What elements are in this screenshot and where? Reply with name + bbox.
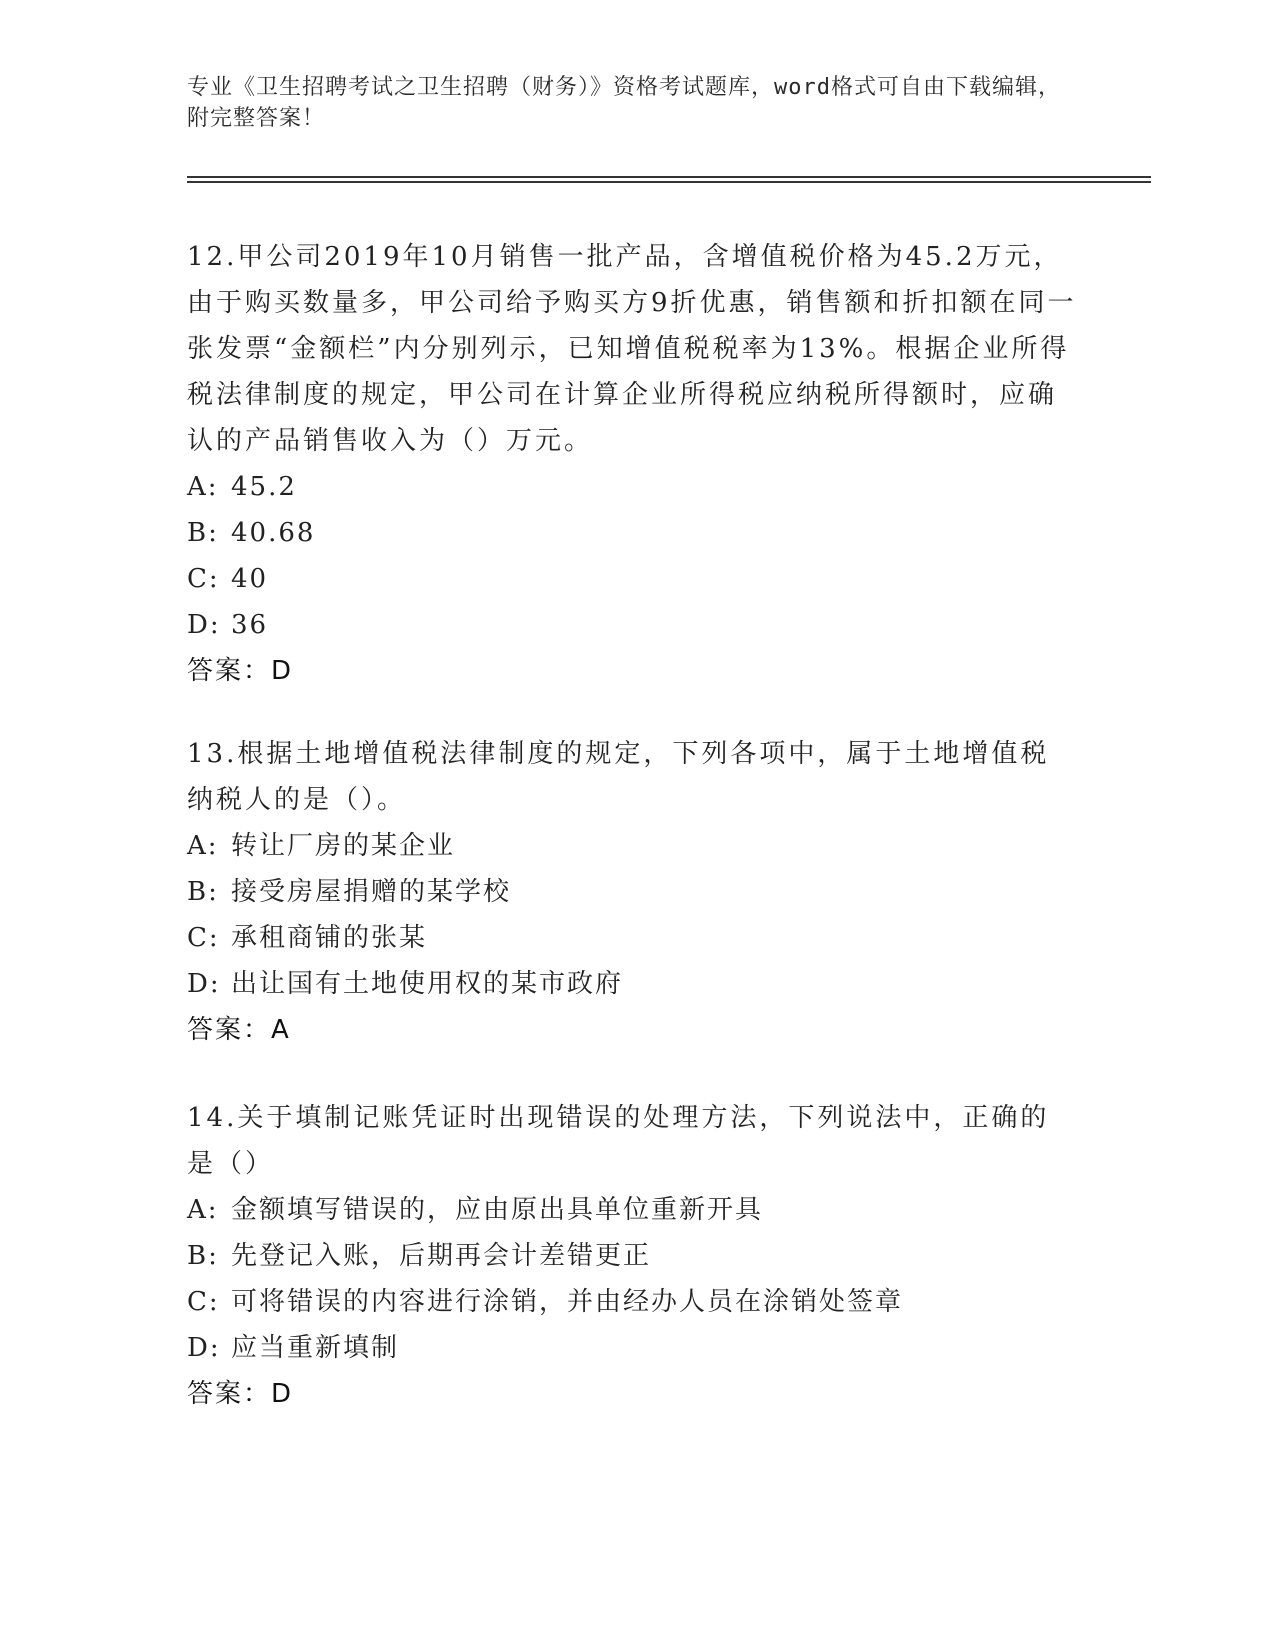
option-text: 40.68 [231,518,316,548]
option-a [187,823,1077,869]
option-letter: D: [187,1333,221,1363]
option-d [187,961,1077,1007]
option-b [187,510,1077,556]
option-text: 40 [231,564,269,594]
option-text: 应当重新填制 [231,1333,400,1363]
option-text: 出让国有土地使用权的某市政府 [231,969,624,999]
option-text: 承租商铺的张某 [231,923,428,953]
option-letter: A: [187,831,219,861]
option-text: 转让厂房的某企业 [231,831,456,861]
option-letter: D: [187,969,221,999]
answer-text: 答案：A [187,1015,291,1045]
option-letter: B: [187,1241,219,1271]
option-text: 可将错误的内容进行涂销，并由经办人员在涂销处签章 [231,1287,904,1317]
option-text: 接受房屋捐赠的某学校 [231,877,512,907]
option-letter: C: [187,1287,220,1317]
option-letter: C: [187,564,220,594]
option-a [187,464,1077,510]
header-divider-bottom [187,181,1151,183]
option-text: 金额填写错误的，应由原出具单位重新开具 [231,1195,764,1225]
option-letter: B: [187,518,219,548]
question-stem: 12.甲公司2019年10月销售一批产品，含增值税价格为45.2万元，由于购买数量多，甲公司给予购买方9折优惠，销售额和折扣额在同一张发票“金额栏”内分别列示，已知增值税税率为13%。根据企业所得税法律制度的规定，甲公司在计算企业所得税应纳税所得额时，应确认的产品销售收入为（）万元。 [187,242,1077,456]
option-letter: A: [187,1195,219,1225]
question-stem: 13.根据土地增值税法律制度的规定，下列各项中，属于土地增值税纳税人的是（）。 [187,739,1050,815]
option-text: 45.2 [231,472,297,502]
option-d [187,1325,1077,1371]
answer-text: 答案：D [187,656,294,686]
option-text: 36 [231,610,269,640]
option-letter: B: [187,877,219,907]
option-letter: A: [187,472,219,502]
option-a [187,1187,1077,1233]
answer-text: 答案：D [187,1379,294,1409]
question-14 [187,1095,1077,1417]
option-b [187,869,1077,915]
option-c [187,915,1077,961]
option-letter: C: [187,923,220,953]
header-intro-text: 专业《卫生招聘考试之卫生招聘（财务）》资格考试题库，word格式可自由下载编辑，附完整答案！ [187,75,1061,131]
option-text: 先登记入账，后期再会计差错更正 [231,1241,652,1271]
option-c [187,1279,1077,1325]
option-c [187,556,1077,602]
question-stem: 14.关于填制记账凭证时出现错误的处理方法，下列说法中，正确的是（） [187,1103,1050,1179]
header-divider-top [187,176,1151,178]
option-letter: D: [187,610,221,640]
question-13 [187,731,1077,1053]
option-b [187,1233,1077,1279]
question-12 [187,234,1077,694]
option-d [187,602,1077,648]
document-header [187,72,1067,134]
